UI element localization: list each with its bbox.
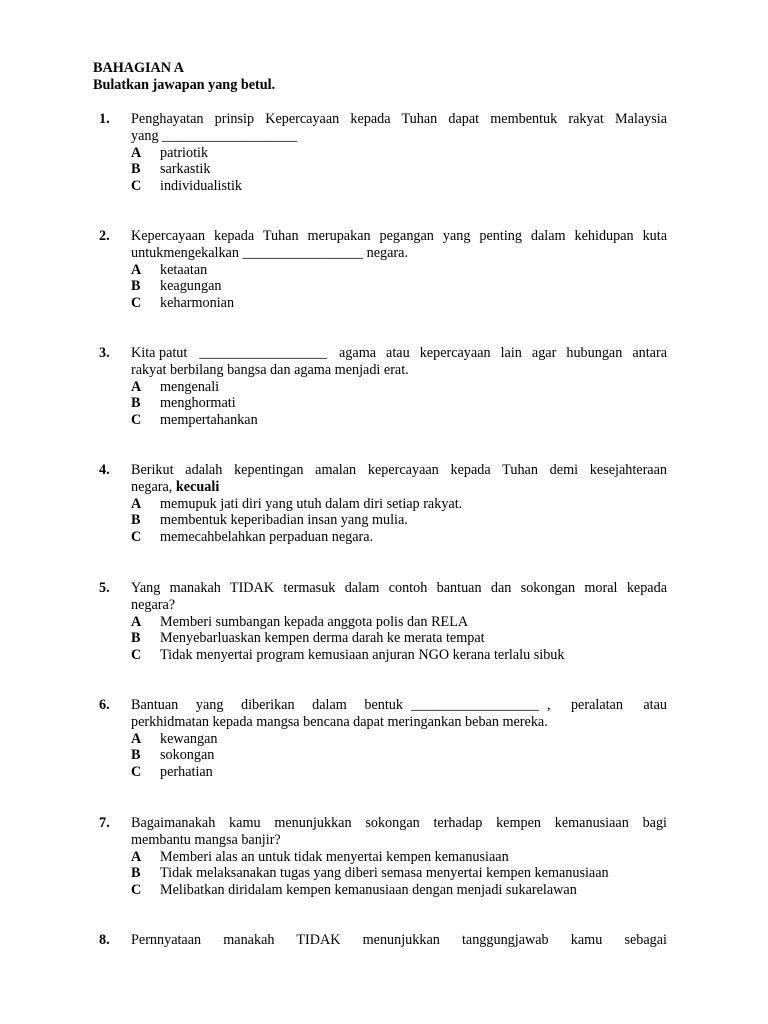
option-letter: C <box>131 647 142 664</box>
option-text: Melibatkan diridalam kempen kemanusiaan dengan menjadi sukarelawan <box>160 882 577 899</box>
option-c[interactable] <box>131 882 667 899</box>
question-text-part: untukmengekalkan <box>131 244 239 261</box>
option-a[interactable] <box>131 731 667 748</box>
answer-blank: __________________ <box>199 345 328 361</box>
option-letter: A <box>131 144 142 161</box>
question-number: 3. <box>99 345 110 361</box>
emphasis-keyword: kecuali <box>175 478 220 495</box>
option-text: individualistik <box>160 178 242 195</box>
option-a[interactable] <box>131 614 667 631</box>
option-c[interactable] <box>131 764 667 781</box>
option-letter: C <box>131 764 142 781</box>
question-text <box>131 345 667 379</box>
option-c[interactable] <box>131 412 667 429</box>
option-letter: A <box>131 495 142 512</box>
option-b[interactable] <box>131 747 667 764</box>
option-a[interactable] <box>131 496 667 513</box>
question-text <box>131 228 667 262</box>
option-letter: B <box>131 865 141 882</box>
option-a[interactable] <box>131 145 667 162</box>
question-line <box>131 128 667 145</box>
question-line <box>131 245 667 262</box>
option-letter: B <box>131 278 141 295</box>
question-line: Berikut adalah kepentingan amalan kepercayaan kepada Tuhan demi kesejahteraan <box>131 462 667 478</box>
question-line: Kepercayaan kepada Tuhan merupakan pegangan yang penting dalam kehidupan kuta <box>131 228 667 244</box>
option-b[interactable] <box>131 161 667 178</box>
option-c[interactable] <box>131 647 667 664</box>
options-list <box>131 379 667 429</box>
question-number: 6. <box>99 697 110 713</box>
option-text: kewangan <box>160 730 218 747</box>
question-number: 7. <box>99 815 110 831</box>
question-line <box>131 697 667 714</box>
question-text-part: negara, <box>131 478 173 495</box>
question-5 <box>93 580 667 664</box>
question-7 <box>93 815 667 899</box>
section-instruction: Bulatkan jawapan yang betul. <box>93 77 276 93</box>
option-b[interactable] <box>131 278 667 295</box>
options-list <box>131 145 667 195</box>
option-letter: C <box>131 178 142 195</box>
answer-blank: __________________ <box>411 697 539 713</box>
question-line: Bagaimanakah kamu menunjukkan sokongan terhadap kempen kemanusiaan bagi <box>131 815 667 831</box>
question-text-part: Kita patut <box>131 345 188 361</box>
options-list <box>131 614 667 664</box>
option-text: ketaatan <box>160 261 208 278</box>
question-text <box>131 580 667 614</box>
section-title: BAHAGIAN A <box>93 60 185 76</box>
option-b[interactable] <box>131 395 667 412</box>
option-letter: C <box>131 295 142 312</box>
question-text <box>131 932 667 949</box>
question-line <box>131 479 667 496</box>
option-text: sokongan <box>160 747 215 764</box>
option-text: sarkastik <box>160 161 211 178</box>
option-letter: B <box>131 395 141 412</box>
option-text: memecahbelahkan perpaduan negara. <box>160 529 374 546</box>
option-letter: A <box>131 613 142 630</box>
option-letter: A <box>131 848 142 865</box>
options-list <box>131 496 667 546</box>
option-c[interactable] <box>131 295 667 312</box>
question-number: 4. <box>99 462 110 478</box>
question-number: 1. <box>99 111 110 127</box>
option-text: membentuk keperibadian insan yang mulia. <box>160 512 408 529</box>
question-line <box>131 345 667 362</box>
question-6 <box>93 697 667 781</box>
question-line: Pernnyataan manakah TIDAK menunjukkan tanggungjawab kamu sebagai <box>131 932 667 948</box>
option-letter: B <box>131 747 141 764</box>
question-4 <box>93 462 667 546</box>
question-text <box>131 462 667 496</box>
option-text: mengenali <box>160 378 220 395</box>
option-letter: B <box>131 161 141 178</box>
question-text-part: , peralatan atau <box>547 697 667 713</box>
options-list <box>131 849 667 899</box>
option-text: Menyebarluaskan kempen derma darah ke merata tempat <box>160 630 485 647</box>
option-letter: C <box>131 412 142 429</box>
option-b[interactable] <box>131 512 667 529</box>
option-letter: C <box>131 882 142 899</box>
question-number: 2. <box>99 228 110 244</box>
option-text: mempertahankan <box>160 412 258 429</box>
question-8 <box>93 932 667 949</box>
option-letter: A <box>131 261 142 278</box>
option-c[interactable] <box>131 529 667 546</box>
option-letter: A <box>131 378 142 395</box>
option-a[interactable] <box>131 849 667 866</box>
option-letter: A <box>131 730 142 747</box>
option-text: Tidak melaksanakan tugas yang diberi semasa menyertai kempen kemanusiaan <box>160 865 609 882</box>
question-text <box>131 111 667 145</box>
option-text: patriotik <box>160 144 209 161</box>
options-list <box>131 262 667 312</box>
option-text: keharmonian <box>160 295 235 312</box>
option-letter: B <box>131 512 141 529</box>
question-number: 8. <box>99 932 110 948</box>
question-2 <box>93 228 667 312</box>
question-text-part: Bantuan yang diberikan dalam bentuk <box>131 697 403 713</box>
question-1 <box>93 111 667 195</box>
option-text: perhatian <box>160 764 213 781</box>
option-text: Tidak menyertai program kemusiaan anjuran NGO kerana terlalu sibuk <box>160 647 565 664</box>
option-text: memupuk jati diri yang utuh dalam diri setiap rakyat. <box>160 495 463 512</box>
option-a[interactable] <box>131 262 667 279</box>
options-list <box>131 731 667 781</box>
question-number: 5. <box>99 580 110 596</box>
question-text <box>131 697 667 731</box>
option-b[interactable] <box>131 865 667 882</box>
question-line: Penghayatan prinsip Kepercayaan kepada Tuhan dapat membentuk rakyat Malaysia <box>131 111 667 127</box>
question-text-part: agama atau kepercayaan lain agar hubungan antara <box>339 345 667 361</box>
question-line: rakyat berbilang bangsa dan agama menjadi erat. <box>131 361 409 378</box>
answer-blank: ___________________ <box>162 127 297 144</box>
option-text: Memberi alas an untuk tidak menyertai kempen kemanusiaan <box>160 848 509 865</box>
option-letter: C <box>131 529 142 546</box>
question-line: Yang manakah TIDAK termasuk dalam contoh bantuan dan sokongan moral kepada <box>131 580 667 596</box>
question-text-part: yang <box>131 127 159 144</box>
option-text: menghormati <box>160 395 236 412</box>
option-a[interactable] <box>131 379 667 396</box>
question-3 <box>93 345 667 429</box>
question-line: negara? <box>131 596 176 613</box>
option-text: Memberi sumbangan kepada anggota polis dan RELA <box>160 613 469 630</box>
question-text-part: negara. <box>366 244 408 261</box>
option-c[interactable] <box>131 178 667 195</box>
option-b[interactable] <box>131 630 667 647</box>
option-letter: B <box>131 630 141 647</box>
question-line: membantu mangsa banjir? <box>131 831 281 848</box>
answer-blank: _________________ <box>242 244 364 261</box>
question-text <box>131 815 667 849</box>
option-text: keagungan <box>160 278 222 295</box>
question-line: perkhidmatan kepada mangsa bencana dapat meringankan beban mereka. <box>131 713 548 730</box>
